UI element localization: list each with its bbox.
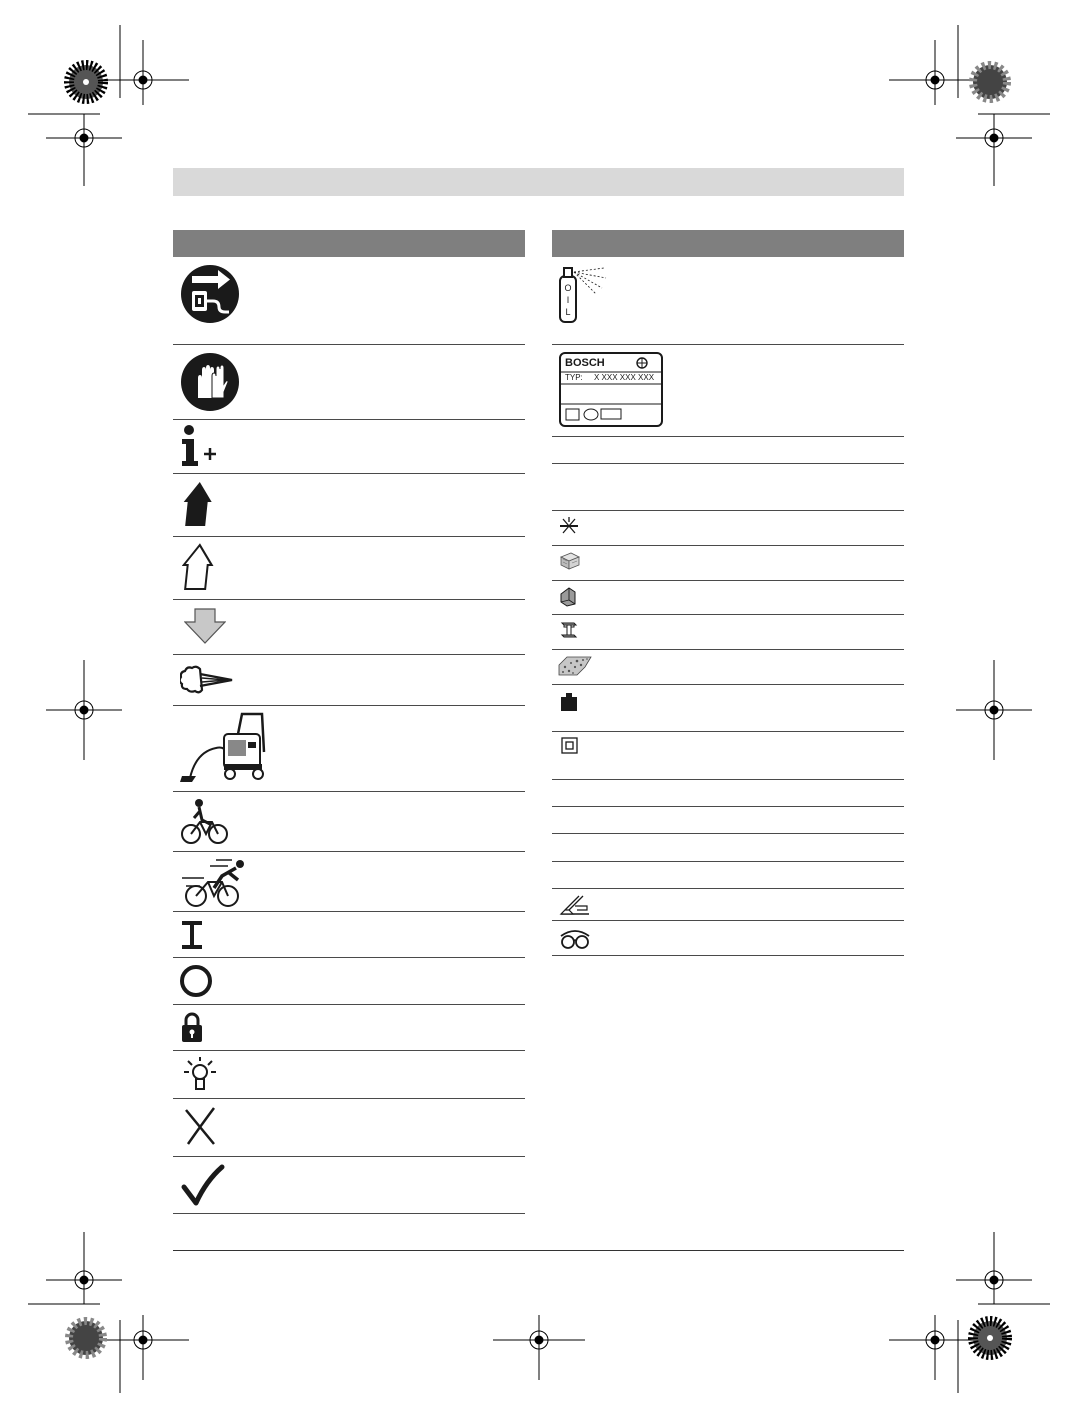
left-row-divider (173, 1213, 525, 1214)
material-metal-icon (559, 620, 579, 642)
oil-label-i: I (566, 295, 570, 305)
dust-extractor-icon (180, 712, 268, 784)
oil-label-l: L (565, 307, 571, 317)
right-row-divider (552, 614, 904, 615)
right-row-divider (552, 731, 904, 732)
arrow-down-icon (184, 608, 226, 644)
rating-plate-brand: BOSCH (565, 357, 605, 369)
left-row-divider (173, 419, 525, 420)
left-row-divider (173, 911, 525, 912)
material-masonry-icon (557, 655, 593, 677)
right-row-divider (552, 806, 904, 807)
protection-class-icon (561, 737, 579, 755)
arrow-filled-up-icon (182, 480, 214, 528)
right-row-divider (552, 344, 904, 345)
left-row-divider (173, 705, 525, 706)
left-row-divider (173, 957, 525, 958)
check-icon (180, 1163, 226, 1209)
light-bulb-icon (178, 1055, 222, 1095)
left-row-divider (173, 791, 525, 792)
arrow-outline-up-icon (182, 543, 214, 591)
material-wood-icon (559, 551, 581, 571)
info-plus-icon (180, 424, 220, 468)
right-column-header (552, 230, 904, 257)
oil-label-o: O (564, 283, 572, 293)
right-row-divider (552, 955, 904, 956)
lock-icon (181, 1010, 203, 1044)
left-row-divider (173, 1156, 525, 1157)
right-row-divider (552, 510, 904, 511)
weight-icon (560, 692, 578, 712)
right-row-divider (552, 779, 904, 780)
oil-spray-icon (556, 264, 610, 326)
material-hard-icon (559, 516, 579, 536)
left-row-divider (173, 473, 525, 474)
chisel-icon (559, 894, 591, 916)
left-row-divider (173, 1098, 525, 1099)
wear-gloves-icon (180, 352, 240, 412)
power-on-icon (181, 920, 205, 950)
right-row-divider (552, 649, 904, 650)
left-row-divider (173, 851, 525, 852)
cross-icon (180, 1106, 220, 1148)
power-off-icon (179, 964, 213, 998)
left-column-header (173, 230, 525, 257)
page-header-bar (173, 168, 904, 196)
right-row-divider (552, 888, 904, 889)
slow-cycling-icon (180, 798, 230, 846)
disconnect-plug-icon (180, 264, 240, 324)
left-row-divider (173, 1004, 525, 1005)
fast-cycling-icon (180, 856, 250, 908)
footer-rule (173, 1250, 904, 1251)
right-row-divider (552, 463, 904, 464)
air-blow-icon (180, 664, 234, 698)
rating-plate-type-label: TYP: (565, 373, 583, 382)
right-row-divider (552, 436, 904, 437)
right-row-divider (552, 861, 904, 862)
rating-plate-type-number: X XXX XXX XXX (594, 373, 655, 382)
left-row-divider (173, 536, 525, 537)
material-stone-icon (559, 586, 579, 608)
safety-glasses-icon (559, 928, 591, 950)
rating-plate-icon (559, 352, 663, 428)
right-row-divider (552, 920, 904, 921)
right-row-divider (552, 684, 904, 685)
left-row-divider (173, 1050, 525, 1051)
left-row-divider (173, 599, 525, 600)
right-row-divider (552, 580, 904, 581)
left-row-divider (173, 344, 525, 345)
left-row-divider (173, 654, 525, 655)
right-row-divider (552, 833, 904, 834)
right-row-divider (552, 545, 904, 546)
